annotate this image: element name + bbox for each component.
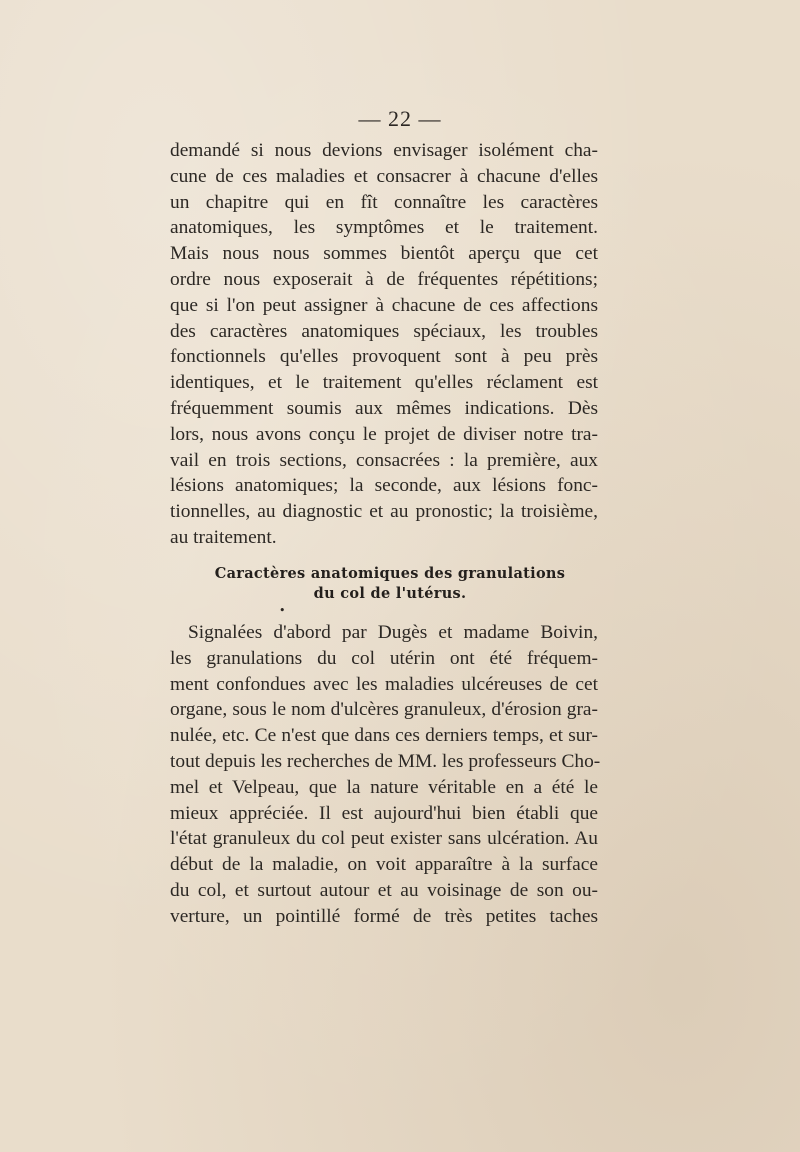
text-line: cune de ces maladies et consacrer à chacune d'elles: [170, 165, 598, 187]
text-line: anatomiques, les symptômes et le traitement.: [170, 217, 598, 239]
page-number: — 22 —: [358, 106, 442, 131]
text-line: organe, sous le nom d'ulcères granuleux, d'érosion gra-: [170, 699, 598, 721]
section-heading-line: du col de l'utérus.: [313, 585, 467, 602]
text-line: vail en trois sections, consacrées : la première, aux: [170, 449, 598, 471]
ornament-dot: •: [279, 604, 286, 617]
section-heading: [170, 564, 610, 604]
text-line: tout depuis les recherches de MM. les professeurs Cho-: [170, 750, 601, 772]
paragraph-intro: [170, 138, 598, 551]
text-line: fréquemment soumis aux mêmes indications. Dès: [170, 397, 598, 419]
text-line: tionnelles, au diagnostic et au pronostic; la troisième,: [170, 501, 598, 523]
text-line: nulée, etc. Ce n'est que dans ces derniers temps, et sur-: [170, 725, 598, 747]
text-line: lors, nous avons conçu le projet de diviser notre tra-: [170, 423, 598, 445]
text-line: verture, un pointillé formé de très petites taches: [170, 905, 598, 927]
text-line: mieux appréciée. Il est aujourd'hui bien établi que: [170, 802, 598, 824]
section-heading-line: Caractères anatomiques des granulations: [214, 565, 566, 582]
text-line: ment confondues avec les maladies ulcéreuses de cet: [170, 673, 598, 695]
text-line: que si l'on peut assigner à chacune de ces affections: [170, 294, 598, 316]
text-line: lésions anatomiques; la seconde, aux lésions fonc-: [170, 475, 598, 497]
text-line: des caractères anatomiques spéciaux, les troubles: [170, 320, 598, 342]
text-line: Signalées d'abord par Dugès et madame Boivin,: [188, 622, 598, 643]
text-line: demandé si nous devions envisager isolément cha-: [170, 140, 598, 161]
text-line: du col, et surtout autour et au voisinage de son ou-: [170, 879, 598, 901]
text-line: au traitement.: [170, 526, 277, 548]
text-line: mel et Velpeau, que la nature véritable en a été le: [170, 776, 598, 798]
text-line: début de la maladie, on voit apparaître à la surface: [170, 854, 598, 876]
text-line: fonctionnels qu'elles provoquent sont à peu près: [170, 346, 598, 368]
text-line: Mais nous nous sommes bientôt aperçu que cet: [170, 243, 598, 265]
text-line: ordre nous exposerait à de fréquentes répétitions;: [170, 268, 598, 290]
text-line: un chapitre qui en fît connaître les caractères: [170, 191, 598, 213]
text-line: l'état granuleux du col peut exister sans ulcération. Au: [170, 828, 598, 850]
text-line: les granulations du col utérin ont été fréquem-: [170, 647, 598, 669]
text-line: identiques, et le traitement qu'elles réclament est: [170, 372, 598, 394]
paragraph-granulations: [170, 620, 601, 930]
